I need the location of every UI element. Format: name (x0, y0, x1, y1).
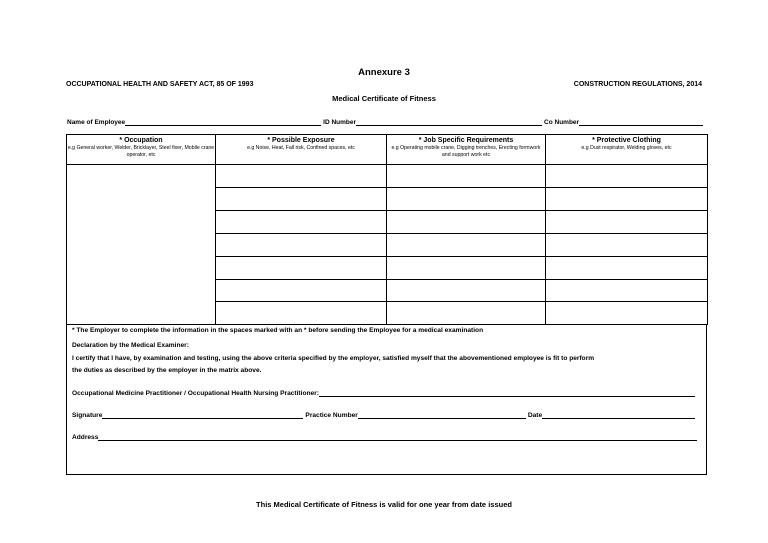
protective-clothing-header (546, 135, 708, 165)
clothing-cell[interactable] (546, 280, 708, 302)
id-number-label: ID Number (323, 119, 357, 126)
possible-exposure-header-title: * Possible Exposure (267, 137, 335, 144)
exposure-cell[interactable] (216, 280, 387, 302)
possible-exposure-header (216, 135, 387, 165)
job-requirements-header-title: * Job Specific Requirements (418, 137, 514, 144)
exposure-cell[interactable] (216, 188, 387, 211)
requirement-cell[interactable] (387, 188, 546, 211)
requirement-cell[interactable] (387, 280, 546, 302)
employer-instruction-note: * The Employer to complete the information in the spaces marked with an * before sending the Employee for a medical examination (72, 327, 484, 334)
validity-note: This Medical Certificate of Fitness is valid for one year from date issued (256, 500, 512, 509)
practice-number-field[interactable] (358, 412, 526, 419)
id-number-field[interactable] (356, 118, 542, 126)
exposure-cell[interactable] (216, 211, 387, 234)
clothing-cell[interactable] (546, 211, 708, 234)
table-header-row (67, 135, 708, 165)
medical-examiner-section (66, 324, 707, 475)
possible-exposure-header-example: e.g Noise, Heat, Fall risk, Confined spaces, etc (247, 145, 355, 151)
address-row (72, 431, 697, 441)
table-row (67, 165, 708, 188)
co-number-label: Co Number (544, 119, 580, 126)
clothing-cell[interactable] (546, 188, 708, 211)
certificate-title: Medical Certificate of Fitness (332, 94, 436, 103)
occupation-header-title: * Occupation (119, 137, 163, 144)
protective-clothing-header-title: * Protective Clothing (592, 137, 661, 144)
name-of-employee-label: Name of Employee (67, 119, 126, 126)
certification-text-line2: the duties as described by the employer in the matrix above. (72, 367, 262, 374)
occupation-header (67, 135, 216, 165)
co-number-field[interactable] (579, 118, 703, 126)
exposure-cell[interactable] (216, 257, 387, 280)
signature-field[interactable] (102, 412, 303, 419)
practice-number-label: Practice Number (305, 412, 358, 419)
address-label: Address (72, 434, 99, 441)
signature-label: Signature (72, 412, 103, 419)
clothing-cell[interactable] (546, 234, 708, 257)
requirement-cell[interactable] (387, 165, 546, 188)
signature-row (72, 409, 695, 419)
protective-clothing-header-example: e.g Dust respirator, Welding gloves, etc (581, 145, 672, 151)
occupation-cell[interactable] (67, 165, 216, 325)
practitioner-field[interactable] (319, 390, 695, 397)
employee-fields-row (67, 114, 703, 126)
occupation-header-example: e.g General worker, Welder, Bricklayer, Steel fixer, Mobile crane operator, etc (67, 145, 215, 158)
address-field[interactable] (98, 434, 697, 441)
annexure-title: Annexure 3 (358, 67, 410, 78)
declaration-heading: Declaration by the Medical Examiner: (72, 342, 189, 349)
clothing-cell[interactable] (546, 165, 708, 188)
clothing-cell[interactable] (546, 257, 708, 280)
exposure-cell[interactable] (216, 302, 387, 325)
clothing-cell[interactable] (546, 302, 708, 325)
name-of-employee-field[interactable] (125, 118, 321, 126)
exposure-cell[interactable] (216, 165, 387, 188)
date-field[interactable] (542, 412, 695, 419)
practitioner-row (72, 387, 695, 397)
fitness-matrix-table (66, 134, 708, 325)
requirement-cell[interactable] (387, 211, 546, 234)
job-requirements-header (387, 135, 546, 165)
exposure-cell[interactable] (216, 234, 387, 257)
job-requirements-header-example: e.g Operating mobile crane, Digging trenches, Erecting formwork and support work etc (391, 145, 541, 158)
date-label: Date (527, 412, 543, 419)
certification-text-line1: I certify that I have, by examination and testing, using the above criteria specified by the employer, satisfied myself that the abovementioned employee is fit to perform (72, 355, 595, 362)
requirement-cell[interactable] (387, 234, 546, 257)
act-reference: OCCUPATIONAL HEALTH AND SAFETY ACT, 85 OF 1993 (66, 81, 254, 88)
requirement-cell[interactable] (387, 302, 546, 325)
requirement-cell[interactable] (387, 257, 546, 280)
practitioner-label: Occupational Medicine Practitioner / Occupational Health Nursing Practitioner: (72, 390, 319, 397)
regulations-reference: CONSTRUCTION REGULATIONS, 2014 (573, 81, 702, 88)
